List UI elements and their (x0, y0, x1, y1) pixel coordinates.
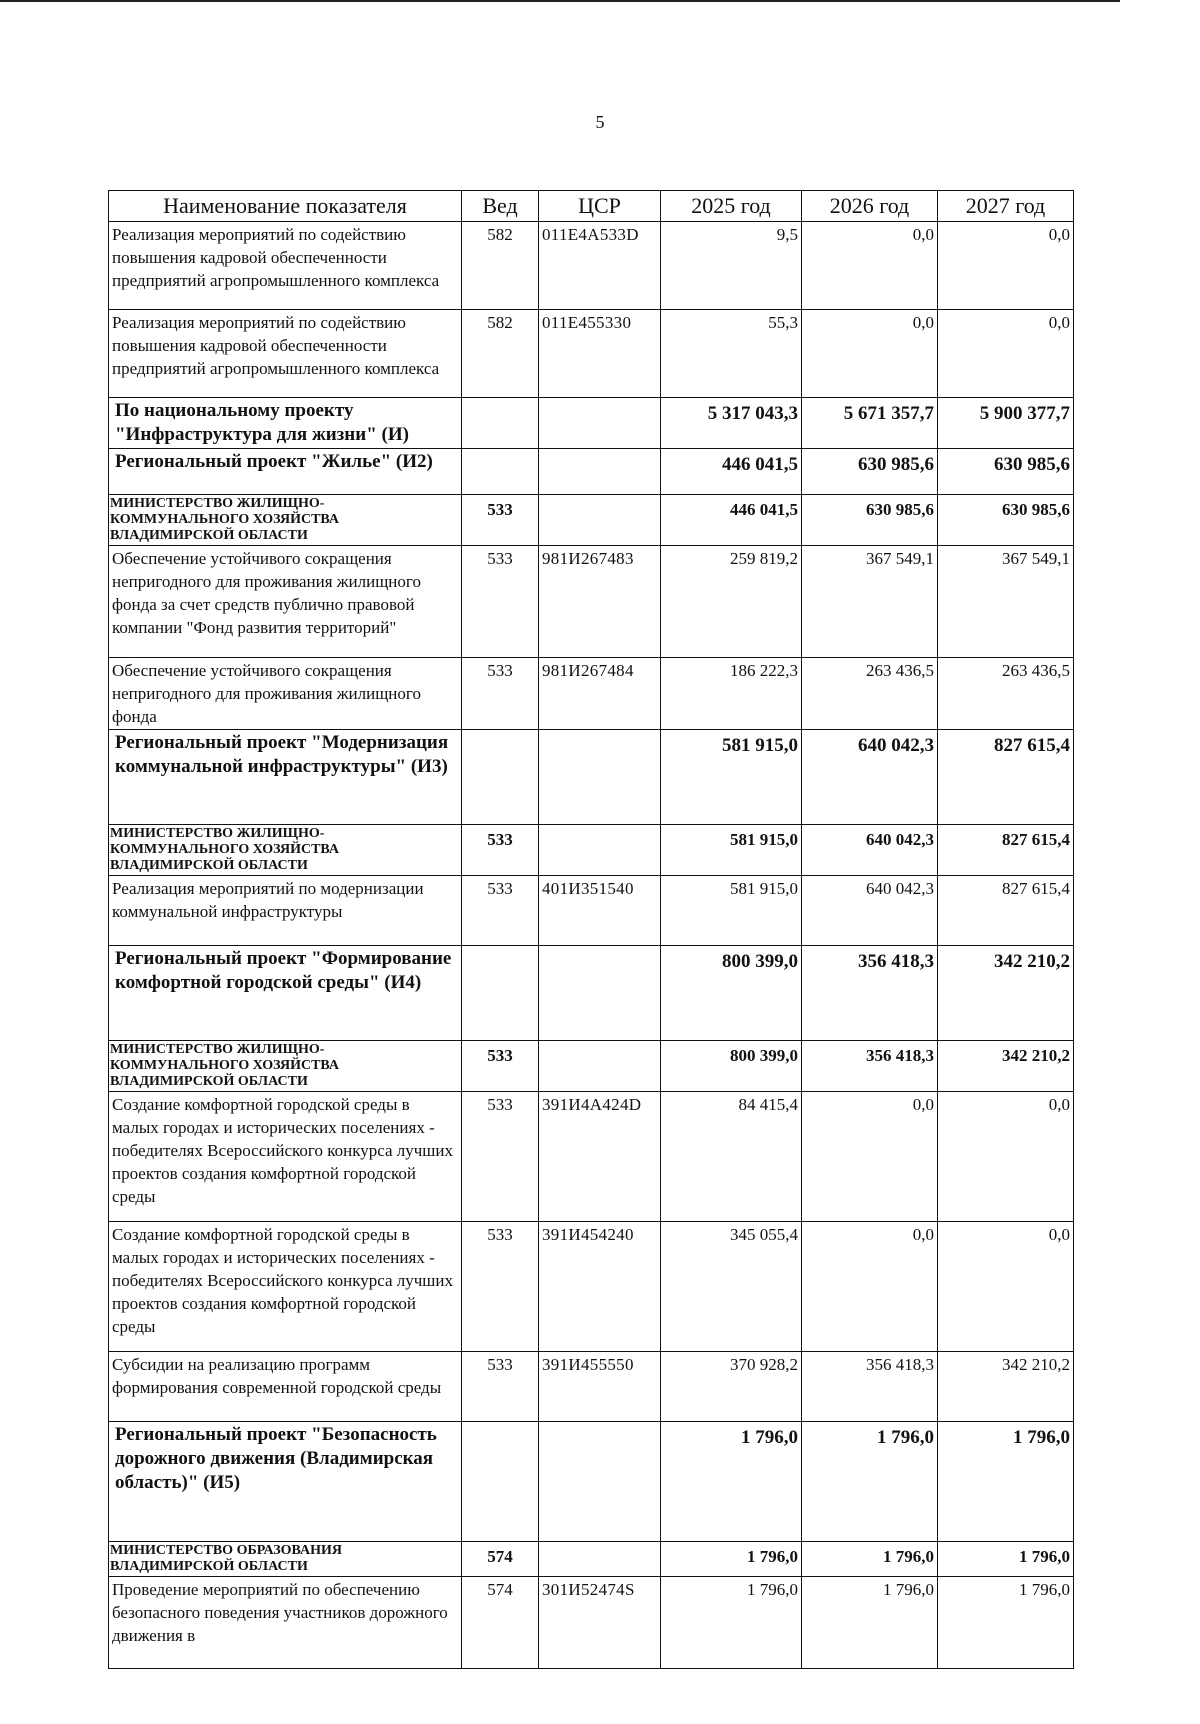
cell-y2027: 263 436,5 (938, 658, 1074, 730)
page-number: 5 (595, 112, 605, 132)
cell-y2027: 0,0 (938, 222, 1074, 310)
cell-ved: 533 (462, 825, 539, 876)
cell-y2027: 0,0 (938, 1092, 1074, 1222)
table-row (109, 658, 1074, 730)
cell-name: Создание комфортной городской среды в малых городах и исторических поселениях - победителях Всероссийского конкурса лучших проектов создания комфортной городской среды (109, 1092, 462, 1222)
cell-y2027: 342 210,2 (938, 1352, 1074, 1422)
cell-ved: 533 (462, 1222, 539, 1352)
cell-y2027: 342 210,2 (938, 1041, 1074, 1092)
cell-name: Региональный проект "Жилье" (И2) (109, 449, 462, 495)
cell-ved (462, 730, 539, 825)
ministry-row (109, 495, 1074, 546)
cell-csr: 981И267484 (539, 658, 661, 730)
cell-y2026: 1 796,0 (802, 1577, 938, 1669)
project-row (109, 946, 1074, 1041)
ministry-row (109, 825, 1074, 876)
cell-name: МИНИСТЕРСТВО ОБРАЗОВАНИЯ ВЛАДИМИРСКОЙ ОБЛАСТИ (109, 1542, 462, 1577)
cell-ved: 533 (462, 658, 539, 730)
cell-ved (462, 398, 539, 449)
cell-y2026: 1 796,0 (802, 1542, 938, 1577)
header-2026: 2026 год (802, 191, 938, 222)
cell-name: Обеспечение устойчивого сокращения непригодного для проживания жилищного фонда за счет средств публично правовой компании "Фонд развития территорий" (109, 546, 462, 658)
cell-ved: 574 (462, 1542, 539, 1577)
cell-y2025: 800 399,0 (661, 1041, 802, 1092)
cell-name: Региональный проект "Формирование комфортной городской среды" (И4) (109, 946, 462, 1041)
header-name: Наименование показателя (109, 191, 462, 222)
cell-csr: 981И267483 (539, 546, 661, 658)
cell-ved: 533 (462, 1352, 539, 1422)
cell-y2027: 342 210,2 (938, 946, 1074, 1041)
cell-y2025: 1 796,0 (661, 1577, 802, 1669)
table-row (109, 310, 1074, 398)
cell-name: Региональный проект "Безопасность дорожного движения (Владимирская область)" (И5) (109, 1422, 462, 1542)
cell-csr (539, 946, 661, 1041)
cell-csr: 391И454240 (539, 1222, 661, 1352)
ministry-row (109, 1542, 1074, 1577)
cell-y2027: 367 549,1 (938, 546, 1074, 658)
cell-y2026: 640 042,3 (802, 730, 938, 825)
cell-y2026: 356 418,3 (802, 946, 938, 1041)
cell-ved: 533 (462, 546, 539, 658)
cell-y2026: 1 796,0 (802, 1422, 938, 1542)
cell-y2025: 55,3 (661, 310, 802, 398)
cell-y2027: 1 796,0 (938, 1542, 1074, 1577)
header-2025: 2025 год (661, 191, 802, 222)
cell-csr (539, 449, 661, 495)
cell-name: Создание комфортной городской среды в малых городах и исторических поселениях - победителях Всероссийского конкурса лучших проектов создания комфортной городской среды (109, 1222, 462, 1352)
cell-ved: 582 (462, 310, 539, 398)
cell-csr: 401И351540 (539, 876, 661, 946)
cell-y2027: 1 796,0 (938, 1577, 1074, 1669)
budget-table (108, 190, 1074, 1669)
cell-y2026: 0,0 (802, 1092, 938, 1222)
cell-ved: 582 (462, 222, 539, 310)
cell-y2027: 1 796,0 (938, 1422, 1074, 1542)
cell-y2025: 581 915,0 (661, 825, 802, 876)
project-row (109, 1422, 1074, 1542)
cell-y2025: 5 317 043,3 (661, 398, 802, 449)
cell-name: Реализация мероприятий по содействию повышения кадровой обеспеченности предприятий агропромышленного комплекса (109, 222, 462, 310)
cell-name: Реализация мероприятий по содействию повышения кадровой обеспеченности предприятий агропромышленного комплекса (109, 310, 462, 398)
cell-y2027: 0,0 (938, 310, 1074, 398)
project-row (109, 398, 1074, 449)
cell-y2026: 640 042,3 (802, 825, 938, 876)
cell-y2026: 263 436,5 (802, 658, 938, 730)
cell-name: МИНИСТЕРСТВО ЖИЛИЩНО-КОММУНАЛЬНОГО ХОЗЯЙСТВА ВЛАДИМИРСКОЙ ОБЛАСТИ (109, 1041, 462, 1092)
ministry-row (109, 1041, 1074, 1092)
cell-y2026: 0,0 (802, 222, 938, 310)
cell-ved: 574 (462, 1577, 539, 1669)
cell-name: Региональный проект "Модернизация коммунальной инфраструктуры" (И3) (109, 730, 462, 825)
cell-y2026: 630 985,6 (802, 449, 938, 495)
cell-name: МИНИСТЕРСТВО ЖИЛИЩНО-КОММУНАЛЬНОГО ХОЗЯЙСТВА ВЛАДИМИРСКОЙ ОБЛАСТИ (109, 825, 462, 876)
cell-name: Субсидии на реализацию программ формирования современной городской среды (109, 1352, 462, 1422)
table-row (109, 1092, 1074, 1222)
cell-y2026: 367 549,1 (802, 546, 938, 658)
cell-y2027: 0,0 (938, 1222, 1074, 1352)
project-row (109, 449, 1074, 495)
cell-y2025: 345 055,4 (661, 1222, 802, 1352)
cell-y2026: 5 671 357,7 (802, 398, 938, 449)
cell-ved (462, 946, 539, 1041)
cell-y2025: 446 041,5 (661, 495, 802, 546)
table-body (109, 222, 1074, 1669)
table-row (109, 876, 1074, 946)
top-border-line (0, 0, 1120, 2)
cell-y2026: 630 985,6 (802, 495, 938, 546)
cell-name: Обеспечение устойчивого сокращения непригодного для проживания жилищного фонда (109, 658, 462, 730)
cell-y2025: 259 819,2 (661, 546, 802, 658)
header-csr: ЦСР (539, 191, 661, 222)
cell-name: По национальному проекту "Инфраструктура для жизни" (И) (109, 398, 462, 449)
cell-name: МИНИСТЕРСТВО ЖИЛИЩНО-КОММУНАЛЬНОГО ХОЗЯЙСТВА ВЛАДИМИРСКОЙ ОБЛАСТИ (109, 495, 462, 546)
cell-y2025: 1 796,0 (661, 1422, 802, 1542)
cell-y2025: 446 041,5 (661, 449, 802, 495)
cell-y2027: 827 615,4 (938, 730, 1074, 825)
project-row (109, 730, 1074, 825)
cell-ved: 533 (462, 495, 539, 546)
cell-csr: 011E455330 (539, 310, 661, 398)
cell-csr (539, 495, 661, 546)
cell-ved: 533 (462, 876, 539, 946)
cell-ved (462, 1422, 539, 1542)
cell-csr: 301И52474S (539, 1577, 661, 1669)
cell-name: Реализация мероприятий по модернизации коммунальной инфраструктуры (109, 876, 462, 946)
cell-y2027: 630 985,6 (938, 495, 1074, 546)
cell-y2026: 0,0 (802, 310, 938, 398)
cell-csr (539, 825, 661, 876)
cell-y2027: 5 900 377,7 (938, 398, 1074, 449)
cell-y2026: 356 418,3 (802, 1352, 938, 1422)
cell-ved: 533 (462, 1092, 539, 1222)
cell-csr: 391И4А424D (539, 1092, 661, 1222)
table-row (109, 1222, 1074, 1352)
header-ved: Вед (462, 191, 539, 222)
cell-y2026: 356 418,3 (802, 1041, 938, 1092)
cell-y2027: 827 615,4 (938, 876, 1074, 946)
cell-csr (539, 398, 661, 449)
cell-csr (539, 730, 661, 825)
cell-y2027: 827 615,4 (938, 825, 1074, 876)
cell-y2025: 800 399,0 (661, 946, 802, 1041)
cell-y2025: 9,5 (661, 222, 802, 310)
cell-y2026: 0,0 (802, 1222, 938, 1352)
table-row (109, 546, 1074, 658)
cell-y2025: 1 796,0 (661, 1542, 802, 1577)
table-row (109, 1352, 1074, 1422)
table-header-row (109, 191, 1074, 222)
cell-y2025: 581 915,0 (661, 730, 802, 825)
cell-csr: 011E4A533D (539, 222, 661, 310)
cell-ved: 533 (462, 1041, 539, 1092)
cell-ved (462, 449, 539, 495)
cell-name: Проведение мероприятий по обеспечению безопасного поведения участников дорожного движения в (109, 1577, 462, 1669)
cell-y2025: 84 415,4 (661, 1092, 802, 1222)
cell-y2026: 640 042,3 (802, 876, 938, 946)
cell-csr (539, 1041, 661, 1092)
cell-y2025: 581 915,0 (661, 876, 802, 946)
cell-csr (539, 1542, 661, 1577)
cell-y2025: 370 928,2 (661, 1352, 802, 1422)
cell-y2027: 630 985,6 (938, 449, 1074, 495)
cell-y2025: 186 222,3 (661, 658, 802, 730)
cell-csr: 391И455550 (539, 1352, 661, 1422)
table-row (109, 222, 1074, 310)
header-2027: 2027 год (938, 191, 1074, 222)
table-row (109, 1577, 1074, 1669)
cell-csr (539, 1422, 661, 1542)
